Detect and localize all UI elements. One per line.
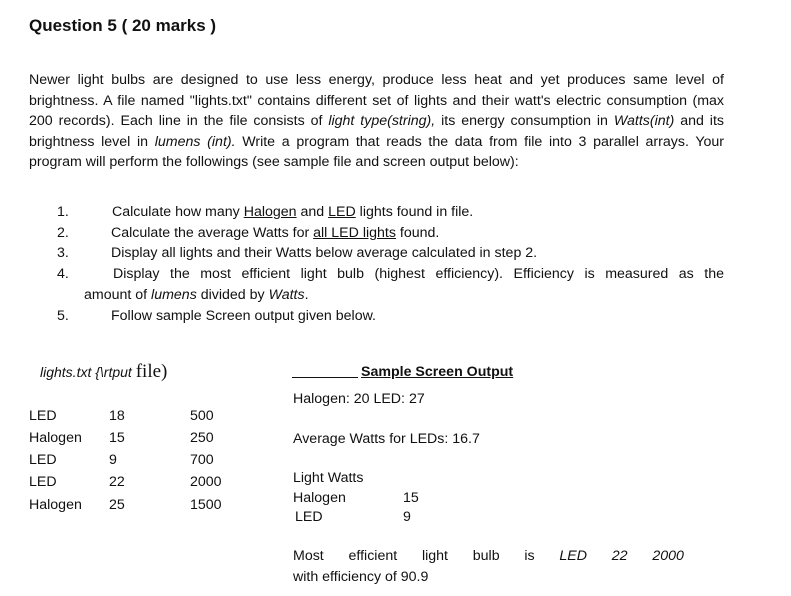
task-number: 3.: [57, 245, 69, 261]
light-type-term: light type(string),: [328, 113, 436, 130]
file-row-1-lumens: 500: [190, 408, 214, 424]
output-row-2-type: LED: [295, 509, 323, 525]
lumens-term: lumens (int).: [154, 133, 236, 150]
task-item-4: [57, 264, 723, 306]
heading-rule: [292, 364, 358, 378]
output-counts: Halogen: 20 LED: 27: [293, 391, 425, 407]
task-text: Calculate the average Watts for all LED lights found.: [111, 225, 440, 241]
file-row-2-lumens: 250: [190, 430, 214, 446]
file-row-5-watts: 25: [109, 497, 125, 513]
problem-description: [29, 70, 724, 173]
file-row-1-watts: 18: [109, 408, 125, 424]
file-row-3-type: LED: [29, 452, 57, 468]
file-row-2-watts: 15: [109, 430, 125, 446]
watts-term: Watts(int): [613, 113, 675, 130]
output-row-1-watts: 15: [403, 490, 419, 506]
intro-text-4: Write a program that reads the data from file into 3 parallel arrays. Your program will perform the followings (see sample file and screen output below):: [29, 133, 724, 171]
eff-type: LED: [559, 548, 588, 564]
file-row-4-watts: 22: [109, 474, 125, 490]
input-file-caption: lights.txt {\rtput file): [40, 361, 168, 382]
file-row-2-type: Halogen: [29, 430, 82, 446]
task-text: Display all lights and their Watts below average calculated in step 2.: [111, 245, 538, 261]
task-number: 4.: [57, 266, 69, 282]
screen-output-heading: Sample Screen Output: [292, 364, 513, 380]
task-text: Calculate how many Halogen and LED lights found in file.: [112, 204, 474, 220]
file-row-1-type: LED: [29, 408, 57, 424]
question-title: Question 5 ( 20 marks ): [29, 16, 217, 35]
file-row-3-watts: 9: [109, 452, 117, 468]
task-text: Display the most efficient light bulb (highest efficiency). Efficiency is measured as the: [113, 266, 724, 282]
output-average: Average Watts for LEDs: 16.7: [293, 431, 480, 447]
file-row-5-type: Halogen: [29, 497, 82, 513]
intro-text-1: Newer light bulbs are designed to use less energy, produce less heat and yet produces same level of brightness. A file named "lights.txt" contains different set of lights and their watt's electric consumption (max 200 records). Each line in the file consists of: [29, 72, 724, 130]
output-row-2-watts: 9: [403, 509, 411, 525]
task-number: 5.: [57, 308, 69, 324]
file-row-3-lumens: 700: [190, 452, 214, 468]
file-row-4-type: LED: [29, 474, 57, 490]
task-text: Follow sample Screen output given below.: [111, 308, 376, 324]
task-number: 2.: [57, 225, 69, 241]
intro-text-3: and its brightness level in: [29, 113, 724, 150]
output-most-efficient: Most efficient light bulb is LED 22 2000: [293, 548, 684, 564]
intro-text-2: its energy consumption in: [435, 113, 614, 130]
task-number: 1.: [57, 204, 69, 220]
task-text-continued: amount of lumens divided by Watts.: [84, 286, 309, 303]
eff-watts: 22: [611, 548, 628, 564]
file-row-4-lumens: 2000: [190, 474, 222, 490]
file-row-5-lumens: 1500: [190, 497, 222, 513]
eff-lumens: 2000: [652, 548, 684, 564]
output-row-1-type: Halogen: [293, 490, 346, 506]
output-efficiency: with efficiency of 90.9: [293, 569, 429, 585]
output-list-header: Light Watts: [293, 470, 364, 486]
